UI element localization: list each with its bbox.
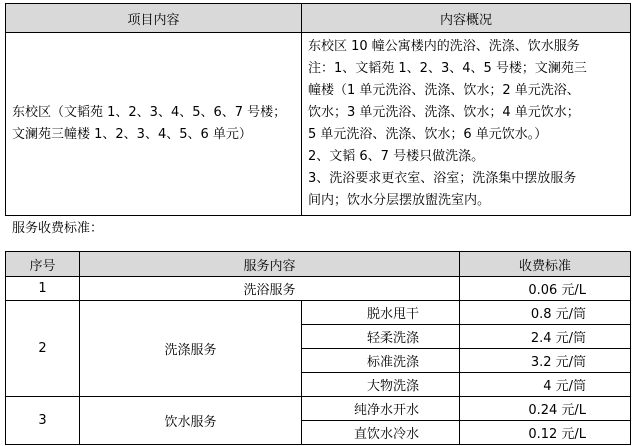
price-cell: 0.8 元/筒 — [460, 301, 631, 325]
overview-line: 东校区 10 幢公寓楼内的洗浴、洗涤、饮水服务 — [308, 39, 580, 54]
sub-service-name: 直饮水冷水 — [302, 421, 460, 445]
overview-line: 间内；饮水分层摆放盥洗室内。 — [308, 193, 491, 208]
sub-service-name: 大物洗涤 — [302, 373, 460, 397]
header-index: 序号 — [6, 252, 80, 277]
header-service-content: 服务内容 — [80, 252, 460, 277]
sub-service-name: 标准洗涤 — [302, 349, 460, 373]
price-cell: 4 元/筒 — [460, 373, 631, 397]
sub-service-name: 轻柔洗涤 — [302, 325, 460, 349]
fee-standard-title: 服务收费标准： — [12, 221, 104, 236]
sub-service-name: 脱水甩干 — [302, 301, 460, 325]
overview-line: 3、洗浴要求更衣室、浴室；洗涤集中摆放服务 — [308, 171, 577, 186]
row-index: 3 — [6, 397, 80, 445]
service-name: 饮水服务 — [80, 397, 302, 445]
overview-line: 饮水；3 单元洗浴、洗涤、饮水；4 单元饮水； — [308, 105, 580, 120]
header-content-overview: 内容概况 — [302, 4, 631, 33]
table-row — [6, 277, 631, 301]
service-name: 洗浴服务 — [80, 277, 460, 301]
overview-cell — [302, 33, 631, 216]
overview-line: 5 单元洗浴、洗涤、饮水；6 单元饮水。） — [308, 127, 548, 142]
service-name: 洗涤服务 — [80, 301, 302, 397]
price-cell: 0.12 元/L — [460, 421, 631, 445]
row-index: 2 — [6, 301, 80, 397]
header-project-content: 项目内容 — [6, 4, 302, 33]
fee-table — [5, 251, 631, 445]
price-cell: 0.06 元/L — [460, 277, 631, 301]
row-index: 1 — [6, 277, 80, 301]
service-overview-table — [5, 3, 631, 216]
overview-line: 2、文韬 6、7 号楼只做洗涤。 — [308, 149, 485, 164]
table-row — [6, 397, 631, 421]
price-cell: 0.24 元/L — [460, 397, 631, 421]
price-cell: 2.4 元/筒 — [460, 325, 631, 349]
price-cell: 3.2 元/筒 — [460, 349, 631, 373]
overview-line: 注：1、文韬苑 1、2、3、4、5 号楼；文澜苑三 — [308, 61, 587, 76]
overview-line: 幢楼（1 单元洗浴、洗涤、饮水；2 单元洗浴、 — [308, 83, 580, 98]
campus-buildings-cell: 东校区（文韬苑 1、2、3、4、5、6、7 号楼；文澜苑三幢楼 1、2、3、4、5、6 单元） — [6, 33, 302, 216]
header-fee-standard: 收费标准 — [460, 252, 631, 277]
table-row — [6, 301, 631, 325]
sub-service-name: 纯净水开水 — [302, 397, 460, 421]
